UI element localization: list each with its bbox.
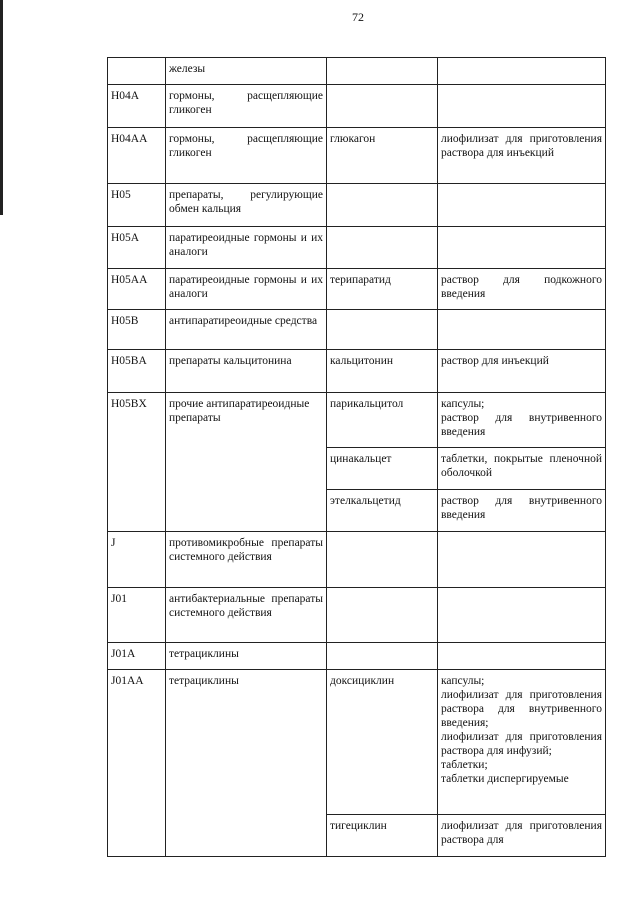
inn-cell [327, 85, 438, 128]
page-number: 72 [352, 10, 364, 24]
dosage-form-cell [438, 227, 606, 269]
atc-code-cell: J01AA [108, 670, 166, 857]
table-row [108, 85, 606, 128]
inn-cell: этелкальцетид [327, 490, 438, 532]
atc-code-cell: H05 [108, 184, 166, 227]
anatomical-group-cell: паратиреоидные гормоны и их аналоги [166, 227, 327, 269]
dosage-form-cell: раствор для инъекций [438, 350, 606, 393]
dosage-form-cell: раствор для внутривенного введения [438, 490, 606, 532]
anatomical-group-cell: гормоны, расщепляющие гликоген [166, 85, 327, 128]
drug-table [107, 57, 606, 857]
atc-code-cell: J [108, 532, 166, 588]
anatomical-group-cell: антипаратиреоидные средства [166, 310, 327, 350]
dosage-form-line: раствор для внутривенного введения [441, 412, 602, 438]
dosage-form-cell [438, 184, 606, 227]
atc-code-cell [108, 58, 166, 85]
table-row [108, 350, 606, 393]
atc-code-cell: J01 [108, 588, 166, 643]
dosage-form-cell [438, 58, 606, 85]
dosage-form-cell: лиофилизат для приготовления раствора для [438, 815, 606, 857]
inn-cell: тигециклин [327, 815, 438, 857]
table-row [108, 128, 606, 184]
table-row [108, 227, 606, 269]
dosage-form-cell: раствор для подкожного введения [438, 269, 606, 310]
inn-cell: доксициклин [327, 670, 438, 815]
table-row [108, 532, 606, 588]
atc-code-cell: H05AA [108, 269, 166, 310]
inn-cell [327, 643, 438, 670]
dosage-form-line: капсулы; [441, 675, 485, 687]
dosage-form-cell [438, 670, 606, 815]
anatomical-group-cell: препараты, регулирующие обмен кальция [166, 184, 327, 227]
atc-code-cell: H05B [108, 310, 166, 350]
inn-cell: цинакальцет [327, 448, 438, 490]
anatomical-group-cell: прочие антипаратиреоидные препараты [166, 393, 327, 532]
anatomical-group-cell: препараты кальцитонина [166, 350, 327, 393]
inn-cell: кальцитонин [327, 350, 438, 393]
inn-cell [327, 58, 438, 85]
dosage-form-cell [438, 310, 606, 350]
table-row [108, 588, 606, 643]
inn-cell: глюкагон [327, 128, 438, 184]
inn-cell: парикальцитол [327, 393, 438, 448]
table-row [108, 643, 606, 670]
inn-cell [327, 588, 438, 643]
dosage-form-cell: лиофилизат для приготовления раствора для инъекций [438, 128, 606, 184]
page-edge-line [0, 0, 3, 215]
dosage-form-line: лиофилизат для приготовления раствора для внутривенного введения; [441, 689, 602, 729]
anatomical-group-cell: железы [166, 58, 327, 85]
inn-cell: терипаратид [327, 269, 438, 310]
table-row [108, 310, 606, 350]
atc-code-cell: H04AA [108, 128, 166, 184]
dosage-form-cell [438, 532, 606, 588]
dosage-form-cell [438, 85, 606, 128]
atc-code-cell: H05BX [108, 393, 166, 532]
atc-code-cell: H04A [108, 85, 166, 128]
anatomical-group-cell: тетрациклины [166, 670, 327, 857]
dosage-form-line: капсулы; [441, 398, 485, 410]
inn-cell [327, 310, 438, 350]
table-row [108, 670, 606, 815]
dosage-form-line: лиофилизат для приготовления раствора для инфузий; [441, 731, 602, 757]
anatomical-group-cell: антибактериальные препараты системного действия [166, 588, 327, 643]
inn-cell [327, 532, 438, 588]
inn-cell [327, 184, 438, 227]
dosage-form-cell [438, 643, 606, 670]
dosage-form-cell: таблетки, покрытые пленочной оболочкой [438, 448, 606, 490]
atc-code-cell: J01A [108, 643, 166, 670]
dosage-form-cell [438, 393, 606, 448]
inn-cell [327, 227, 438, 269]
table-row [108, 184, 606, 227]
anatomical-group-cell: противомикробные препараты системного действия [166, 532, 327, 588]
dosage-form-cell [438, 588, 606, 643]
anatomical-group-cell: паратиреоидные гормоны и их аналоги [166, 269, 327, 310]
table-row [108, 269, 606, 310]
atc-code-cell: H05BA [108, 350, 166, 393]
dosage-form-line: таблетки диспергируемые [441, 773, 569, 785]
table-row [108, 393, 606, 448]
anatomical-group-cell: тетрациклины [166, 643, 327, 670]
anatomical-group-cell: гормоны, расщепляющие гликоген [166, 128, 327, 184]
table-row [108, 58, 606, 85]
dosage-form-line: таблетки; [441, 759, 488, 771]
atc-code-cell: H05A [108, 227, 166, 269]
